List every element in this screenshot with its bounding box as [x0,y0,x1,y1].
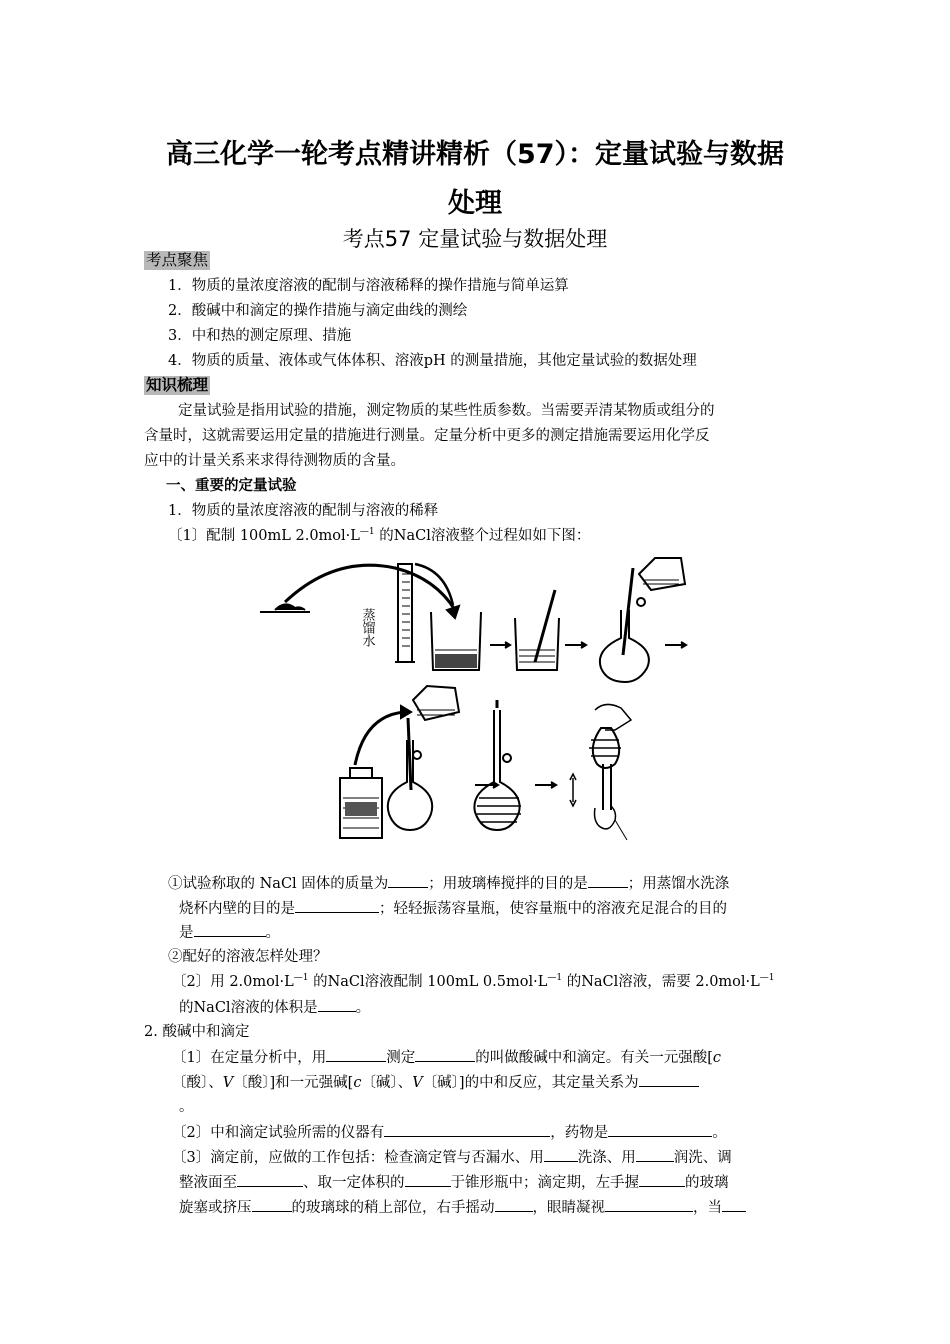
focus-item-1: 1．物质的量浓度溶液的配制与溶液稀释的操作措施与简单运算 [168,278,569,294]
solution-preparation-figure [255,550,695,850]
titration-line-1: 〔1〕在定量分析中，用 测定 的叫做酸碱中和滴定。有关一元强酸[c [172,1047,721,1068]
intro-line-1: 定量试验是指用试验的措施，测定物质的某些性质参数。当需要弄清某物质或组分的 [178,403,715,419]
titration-line-5: 〔3〕滴定前，应做的工作包括：检查滴定管与否漏水、用 洗涤、用 润洗、调 [172,1147,732,1168]
blank[interactable] [405,1172,451,1187]
question-1-line-4: ②配好的溶液怎样处理？ [168,949,328,965]
document-title-line2: 处理 [448,188,502,219]
blank[interactable] [608,1122,712,1137]
blank[interactable] [326,1047,386,1062]
blank[interactable] [295,898,379,913]
titration-line-6: 整液面至 、取一定体积的 于锥形瓶中；滴定期，左手握 的玻璃 [179,1172,729,1193]
blank[interactable] [636,1147,674,1162]
blank[interactable] [388,873,428,888]
subsection-1: 1．物质的量浓度溶液的配制与溶液的稀释 [168,503,439,519]
subsection-2: 2. 酸碱中和滴定 [144,1024,250,1040]
question-1-line-3: 是 。 [179,922,280,943]
blank[interactable] [639,1172,685,1187]
blank[interactable] [384,1122,550,1137]
titration-line-4: 〔2〕中和滴定试验所需的仪器有 ，药物是 。 [172,1122,727,1143]
focus-item-4: 4．物质的质量、液体或气体体积、溶液pH 的测量措施，其他定量试验的数据处理 [168,353,697,369]
blank[interactable] [252,1197,292,1212]
intro-line-2: 含量时，这就需要运用定量的措施进行测量。定量分析中更多的测定措施需要运用化学反 [144,428,710,444]
titration-line-3: 。 [179,1099,194,1115]
section-heading-1: 一、重要的定量试验 [166,477,297,494]
document-title-line1: 高三化学一轮考点精讲精析（57）：定量试验与数据 [165,139,785,170]
blank[interactable] [237,1172,303,1187]
blank[interactable] [318,997,356,1012]
distilled-water-label: 蒸馏水 [359,608,375,647]
question-1-intro: 〔1〕配制 100mL $2.0mol\cdot L^{—1}$ 的NaCl溶液整个过程如如下图： [168,527,591,544]
focus-tag: 考点聚焦 [146,251,209,269]
question-2-line-2: 的NaCl溶液的体积是 。 [179,997,370,1018]
blank[interactable] [194,922,266,937]
knowledge-tag: 知识梳理 [146,376,209,394]
intro-line-3: 应中的计量关系来求得待测物质的含量。 [144,453,405,469]
blank[interactable] [544,1147,578,1162]
blank[interactable] [605,1197,693,1212]
blank[interactable] [722,1197,746,1212]
document-subtitle: 考点57 定量试验与数据处理 [342,227,608,251]
question-1-line-2: 烧杯内壁的目的是 ；轻轻振荡容量瓶，使容量瓶中的溶液充足混合的目的 [179,898,727,919]
titration-line-7: 旋塞或挤压 的玻璃球的稍上部位，右手摇动 ，眼睛凝视 ，当 [179,1197,746,1218]
question-2-line-1: 〔2〕用 $2.0mol\cdot L^{—1}$ 的NaCl溶液配制 100mL $0.5mol\cdot L^{—1}$ 的NaCl溶液，需要 $2.0mol\cdot L^{—1}$ [172,973,775,990]
blank[interactable] [588,873,628,888]
blank[interactable] [415,1047,475,1062]
blank[interactable] [639,1072,699,1087]
question-1-line-1: ①试验称取的 NaCl 固体的质量为 ；用玻璃棒搅拌的目的是 ；用蒸馏水洗涤 [168,873,729,894]
titration-line-2: 〔酸〕、V〔酸〕]和一元强碱[c〔碱〕、V〔碱〕]的中和反应，其定量关系为 [172,1072,699,1093]
focus-item-3: 3．中和热的测定原理、措施 [168,328,352,344]
focus-item-2: 2．酸碱中和滴定的操作措施与滴定曲线的测绘 [168,303,468,319]
blank[interactable] [495,1197,533,1212]
